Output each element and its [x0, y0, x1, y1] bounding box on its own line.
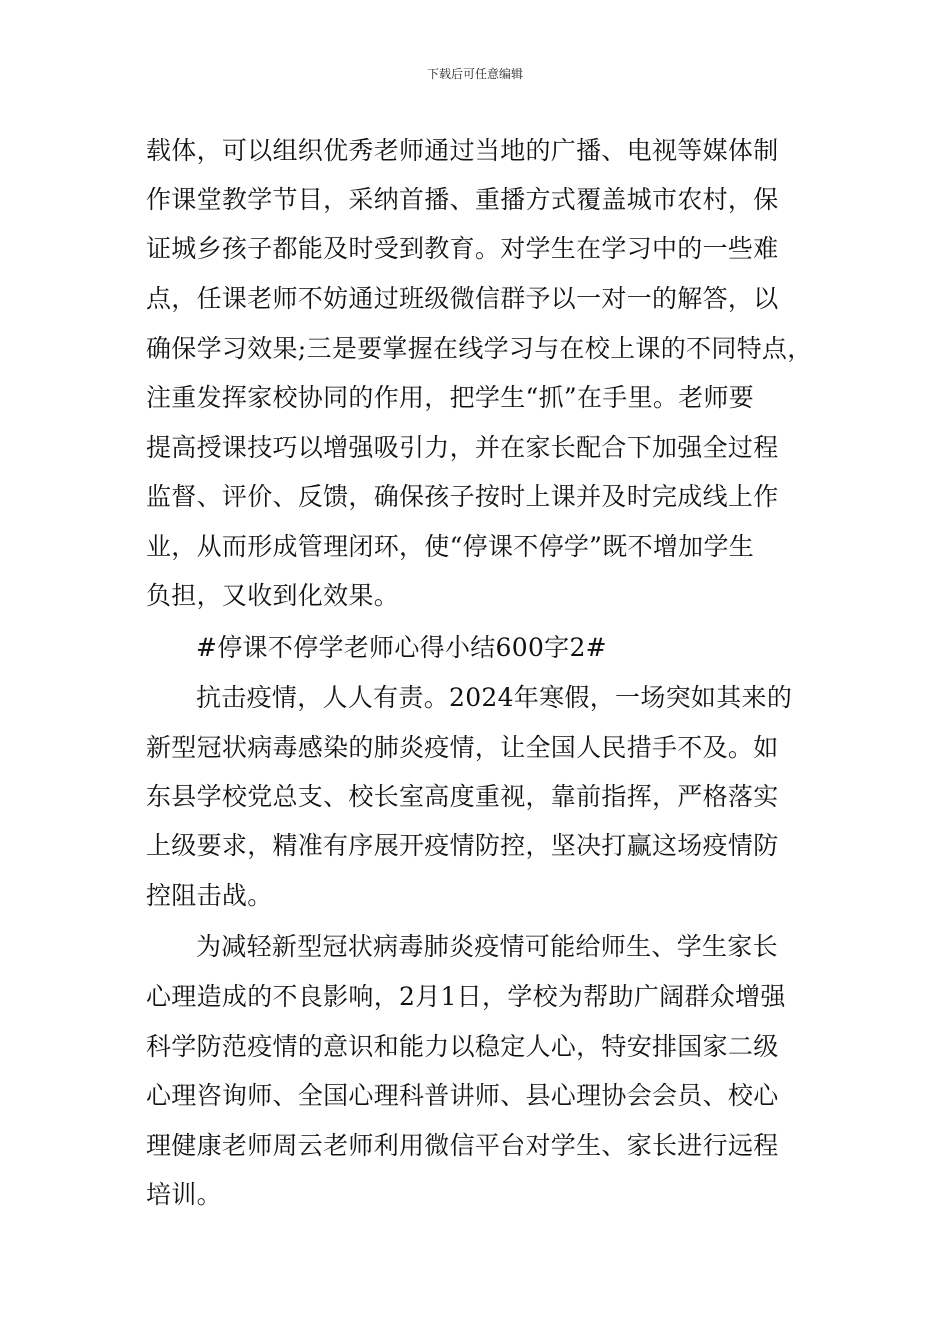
body-line: 理健康老师周云老师利用微信平台对学生、家长进行远程: [146, 1131, 779, 1160]
body-line: 抗击疫情，人人有责。2024年寒假，一场突如其来的: [196, 683, 793, 712]
section-heading: #停课不停学老师心得小结600字2#: [196, 633, 607, 662]
body-line: 东县学校党总支、校长室高度重视，靠前指挥，严格落实: [146, 782, 779, 811]
body-line: 培训。: [146, 1180, 222, 1209]
body-line: 心理咨询师、全国心理科普讲师、县心理协会会员、校心: [146, 1081, 779, 1110]
body-line: 为减轻新型冠状病毒肺炎疫情可能给师生、学生家长: [196, 932, 778, 961]
body-line: 点，任课老师不妨通过班级微信群予以一对一的解答，以: [146, 284, 779, 313]
body-line: 心理造成的不良影响，2月1日，学校为帮助广阔群众增强: [146, 982, 786, 1011]
page-header: 下载后可任意编辑: [426, 67, 523, 81]
body-line: 新型冠状病毒感染的肺炎疫情，让全国人民措手不及。如: [146, 733, 779, 762]
body-line: 控阻击战。: [146, 881, 273, 910]
body-line: 作课堂教学节目，采纳首播、重播方式覆盖城市农村，保: [146, 185, 779, 214]
body-line: 注重发挥家校协同的作用，把学生“抓”在手里。老师要: [146, 383, 755, 412]
body-line: 监督、评价、反馈，确保孩子按时上课并及时完成线上作: [146, 482, 779, 511]
body-line: 业，从而形成管理闭环，使“停课不停学”既不增加学生: [146, 532, 755, 561]
body-line: 提高授课技巧以增强吸引力，并在家长配合下加强全过程: [146, 433, 779, 462]
body-line: 负担，又收到化效果。: [146, 581, 400, 610]
body-line: 上级要求，精准有序展开疫情防控，坚决打赢这场疫情防: [146, 831, 779, 860]
body-line: 载体，可以组织优秀老师通过当地的广播、电视等媒体制: [146, 136, 779, 165]
body-line: 确保学习效果;三是要掌握在线学习与在校上课的不同特点，: [146, 334, 813, 363]
body-line: 科学防范疫情的意识和能力以稳定人心，特安排国家二级: [146, 1032, 779, 1061]
body-line: 证城乡孩子都能及时受到教育。对学生在学习中的一些难: [146, 234, 779, 263]
